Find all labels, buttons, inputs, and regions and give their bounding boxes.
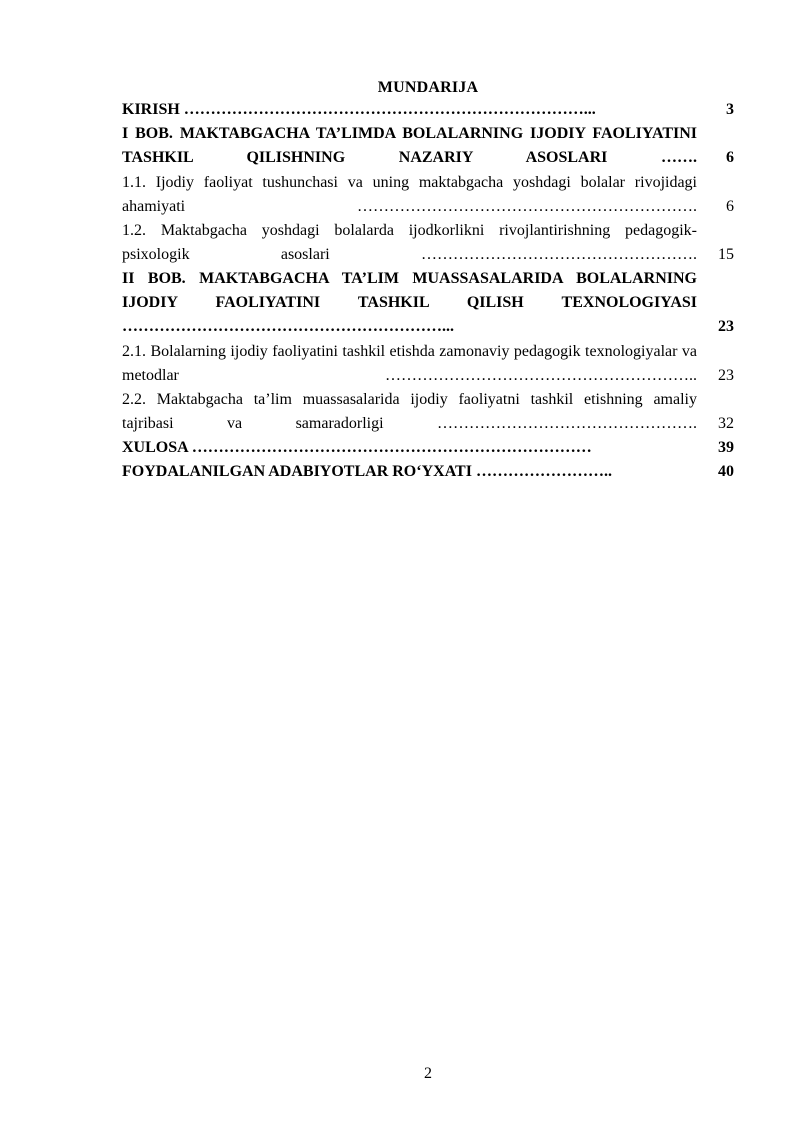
toc-entry-text: 2.1. Bolalarning ijodiy faoliyatini tashkil etishda zamonaviy pedagogik texnologiyalar va metodlar ………………………………………………….. — [122, 343, 697, 384]
toc-entry-text: 1.1. Ijodiy faoliyat tushunchasi va uning maktabgacha yoshdagi bolalar rivojidagi ahamiyati ………………………………………………………. — [122, 174, 697, 215]
page-number: 2 — [424, 1065, 432, 1082]
toc-entry-xulosa[interactable] — [122, 436, 734, 460]
toc-entry-text: XULOSA ………………………………………………………………… — [122, 439, 592, 456]
toc-entry-text: 1.2. Maktabgacha yoshdagi bolalarda ijodkorlikni rivojlantirishning pedagogik-psixologik asoslari ……………………………………………. — [122, 222, 697, 263]
toc-entry-text: 2.2. Maktabgacha ta’lim muassasalarida ijodiy faoliyatni tashkil etishning amaliy tajribasi va samaradorligi …………………………………………. — [122, 391, 697, 432]
toc-entry-page: 6 — [726, 149, 734, 166]
toc-entry-page: 15 — [718, 246, 734, 263]
toc-entry-page: 40 — [718, 463, 734, 480]
toc-entry-page: 23 — [718, 318, 734, 335]
table-of-contents — [122, 98, 734, 484]
toc-entry-section-1-2[interactable] — [122, 219, 734, 267]
toc-entry-references[interactable] — [122, 460, 734, 484]
toc-entry-section-2-1[interactable] — [122, 340, 734, 388]
toc-entry-chapter-1[interactable] — [122, 122, 734, 170]
toc-entry-text: I BOB. MAKTABGACHA TA’LIMDA BOLALARNING IJODIY FAOLIYATINI TASHKIL QILISHNING NAZARIY ASOSLARI ……. — [122, 125, 697, 166]
toc-entry-page: 39 — [718, 439, 734, 456]
toc-entry-text: FOYDALANILGAN ADABIYOTLAR RO‘YXATI …………………….. — [122, 463, 612, 480]
toc-entry-chapter-2[interactable] — [122, 267, 734, 339]
toc-entry-page: 23 — [718, 367, 734, 384]
toc-entry-section-2-2[interactable] — [122, 388, 734, 436]
toc-entry-page: 3 — [726, 101, 734, 118]
toc-entry-page: 6 — [726, 198, 734, 215]
toc-entry-text: KIRISH …………………………………………………………………... — [122, 101, 596, 118]
toc-title: MUNDARIJA — [377, 79, 479, 96]
toc-entry-section-1-1[interactable] — [122, 171, 734, 219]
toc-entry-page: 32 — [718, 415, 734, 432]
toc-entry-text: II BOB. MAKTABGACHA TA’LIM MUASSASALARIDA BOLALARNING IJODIY FAOLIYATINI TASHKIL QILISH TEXNOLOGIYASI ……………………………………………………... — [122, 270, 697, 335]
toc-entry-kirish[interactable] — [122, 98, 734, 122]
